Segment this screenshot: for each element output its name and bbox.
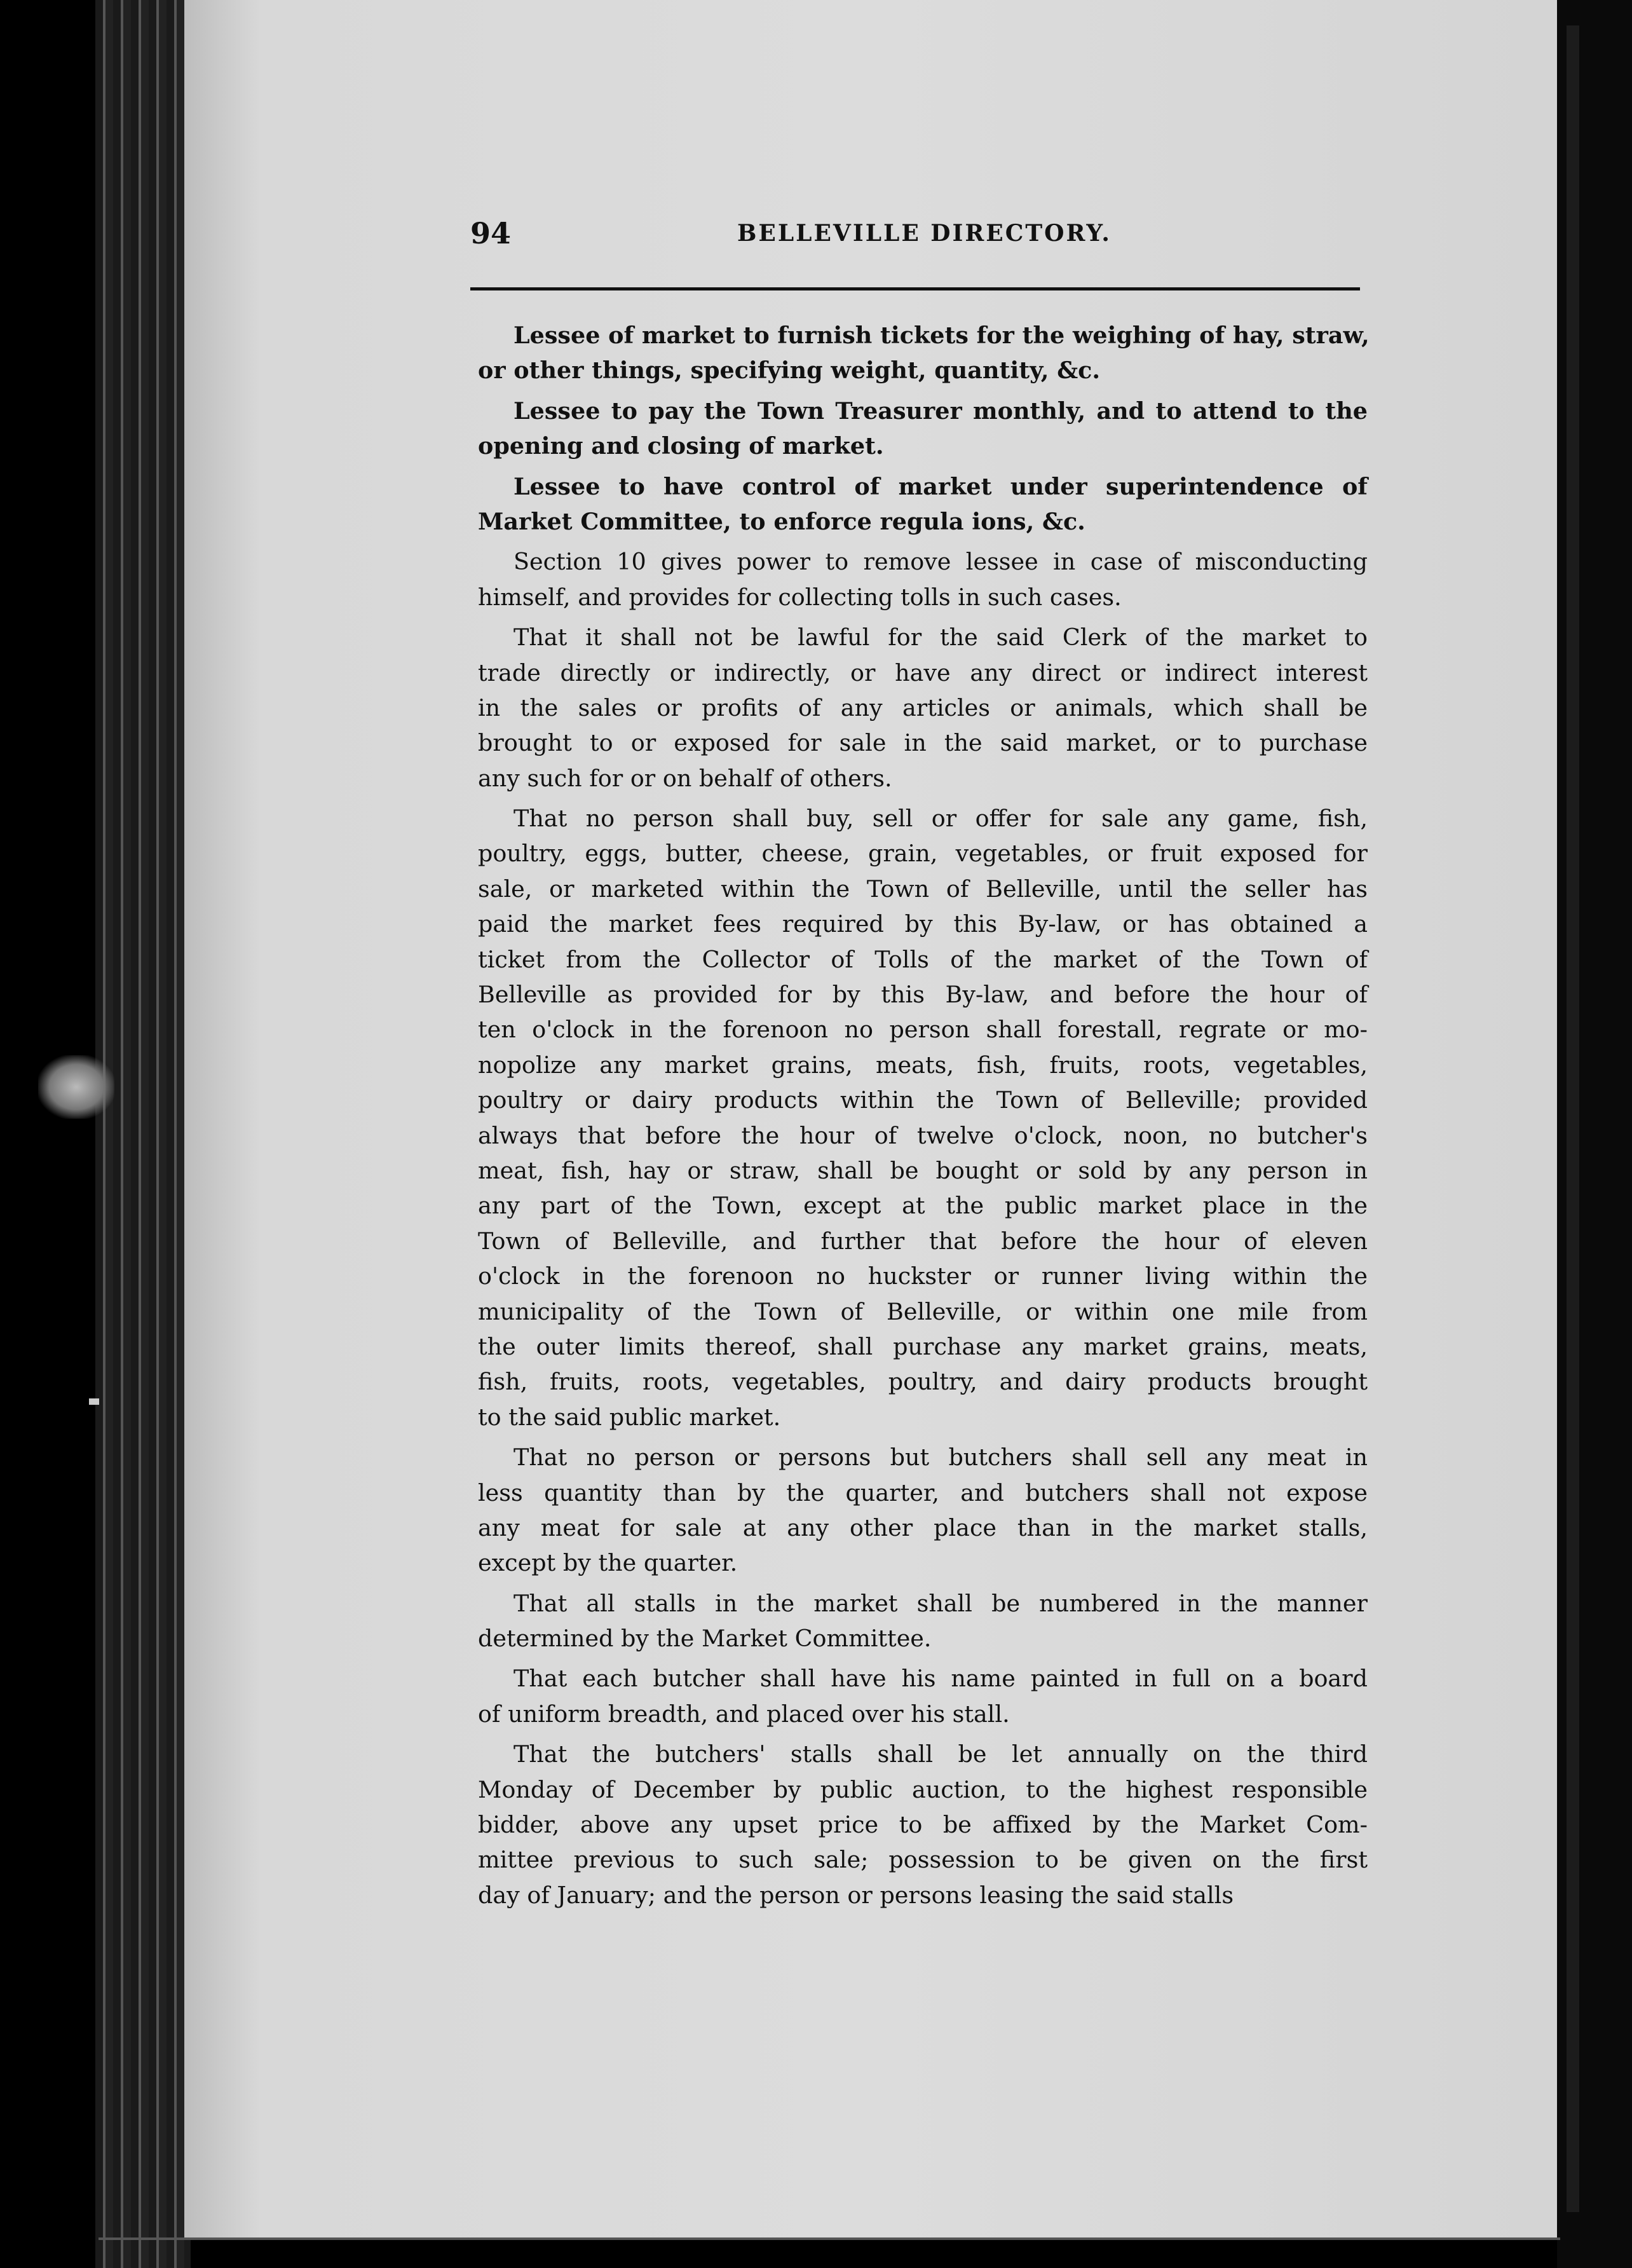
text-line: That the butchers' stalls shall be let annually on the third <box>513 1740 1368 1768</box>
text-line: o'clock in the forenoon no huckster or runner living within the <box>478 1262 1368 1290</box>
book-binding-edge <box>95 0 191 2268</box>
page-header <box>470 216 1385 267</box>
text-line: That each butcher shall have his name painted in full on a board <box>513 1665 1368 1693</box>
paragraph <box>478 801 1368 1435</box>
paragraph <box>478 393 1368 464</box>
right-page-edge <box>1567 25 1579 2212</box>
text-line: paid the market fees required by this By-law, or has obtained a <box>478 910 1368 938</box>
bottom-scan-edge <box>99 2237 1560 2240</box>
text-line: any part of the Town, except at the public market place in the <box>478 1192 1368 1220</box>
paper-speck <box>89 1398 99 1405</box>
text-line: less quantity than by the quarter, and butchers shall not expose <box>478 1479 1368 1506</box>
text-line: any meat for sale at any other place than in the market stalls, <box>478 1513 1368 1541</box>
text-line: in the sales or profits of any articles or animals, which shall be <box>478 693 1368 721</box>
text-line: or other things, specifying weight, quantity, &c. <box>478 357 1101 385</box>
text-line: ticket from the Collector of Tolls of the market of the Town of <box>478 945 1368 973</box>
text-line: fish, fruits, roots, vegetables, poultry, and dairy products brought <box>478 1368 1368 1396</box>
text-line: any such for or on behalf of others. <box>478 764 892 792</box>
text-line: trade directly or indirectly, or have any direct or indirect interest <box>478 659 1368 687</box>
paragraph <box>478 1737 1368 1913</box>
text-line: himself, and provides for collecting tolls in such cases. <box>478 583 1122 611</box>
text-line: municipality of the Town of Belleville, or within one mile from <box>478 1297 1368 1325</box>
page-number: 94 <box>470 216 512 250</box>
text-line: ten o'clock in the forenoon no person shall forestall, regrate or mo- <box>478 1016 1368 1044</box>
paragraph <box>478 469 1368 540</box>
header-rule <box>470 287 1360 290</box>
text-line: Belleville as provided for by this By-law, and before the hour of <box>478 981 1368 1009</box>
text-line: bidder, above any upset price to be affixed by the Market Com- <box>478 1811 1368 1839</box>
text-line: the outer limits thereof, shall purchase any market grains, meats, <box>478 1332 1368 1360</box>
text-line: brought to or exposed for sale in the said market, or to purchase <box>478 729 1368 757</box>
text-line: determined by the Market Committee. <box>478 1625 932 1653</box>
text-line: always that before the hour of twelve o'clock, noon, no butcher's <box>478 1121 1368 1149</box>
text-line: Section 10 gives power to remove lessee in case of misconducting <box>513 548 1368 576</box>
text-line: to the said public market. <box>478 1403 781 1431</box>
paragraph <box>478 318 1368 388</box>
text-line: Lessee to have control of market under superintendence of <box>513 472 1368 500</box>
paragraph <box>478 1440 1368 1581</box>
text-line: Monday of December by public auction, to the highest responsible <box>478 1775 1368 1803</box>
text-line: That no person or persons but butchers shall sell any meat in <box>513 1444 1368 1472</box>
paragraph <box>478 1586 1368 1657</box>
paragraph <box>478 544 1368 615</box>
text-line: Market Committee, to enforce regula ions, &c. <box>478 507 1085 535</box>
text-line: of uniform breadth, and placed over his stall. <box>478 1700 1010 1728</box>
text-line: meat, fish, hay or straw, shall be bought or sold by any person in <box>478 1156 1368 1184</box>
text-line: That it shall not be lawful for the said Clerk of the market to <box>513 624 1368 652</box>
text-line: opening and closing of market. <box>478 432 884 460</box>
text-line: poultry or dairy products within the Town of Belleville; provided <box>478 1086 1368 1114</box>
running-title: BELLEVILLE DIRECTORY. <box>737 220 1112 247</box>
text-line: Lessee of market to furnish tickets for the weighing of hay, straw, <box>513 322 1370 349</box>
text-line: poultry, eggs, butter, cheese, grain, vegetables, or fruit exposed for <box>478 840 1368 868</box>
text-line: sale, or marketed within the Town of Belleville, until the seller has <box>478 875 1368 903</box>
body-text <box>478 318 1368 1918</box>
text-line: Town of Belleville, and further that before the hour of eleven <box>478 1227 1368 1255</box>
paragraph <box>478 1661 1368 1732</box>
paragraph <box>478 620 1368 796</box>
text-line: That all stalls in the market shall be numbered in the manner <box>513 1589 1368 1617</box>
text-line: Lessee to pay the Town Treasurer monthly, and to attend to the <box>513 397 1368 425</box>
paper-damage-mark <box>38 1055 114 1119</box>
text-line: day of January; and the person or persons leasing the said stalls <box>478 1881 1234 1909</box>
text-line: except by the quarter. <box>478 1549 738 1577</box>
text-line: nopolize any market grains, meats, fish, fruits, roots, vegetables, <box>478 1051 1368 1079</box>
text-line: mittee previous to such sale; possession to be given on the first <box>478 1846 1368 1874</box>
text-line: That no person shall buy, sell or offer for sale any game, fish, <box>513 805 1368 833</box>
